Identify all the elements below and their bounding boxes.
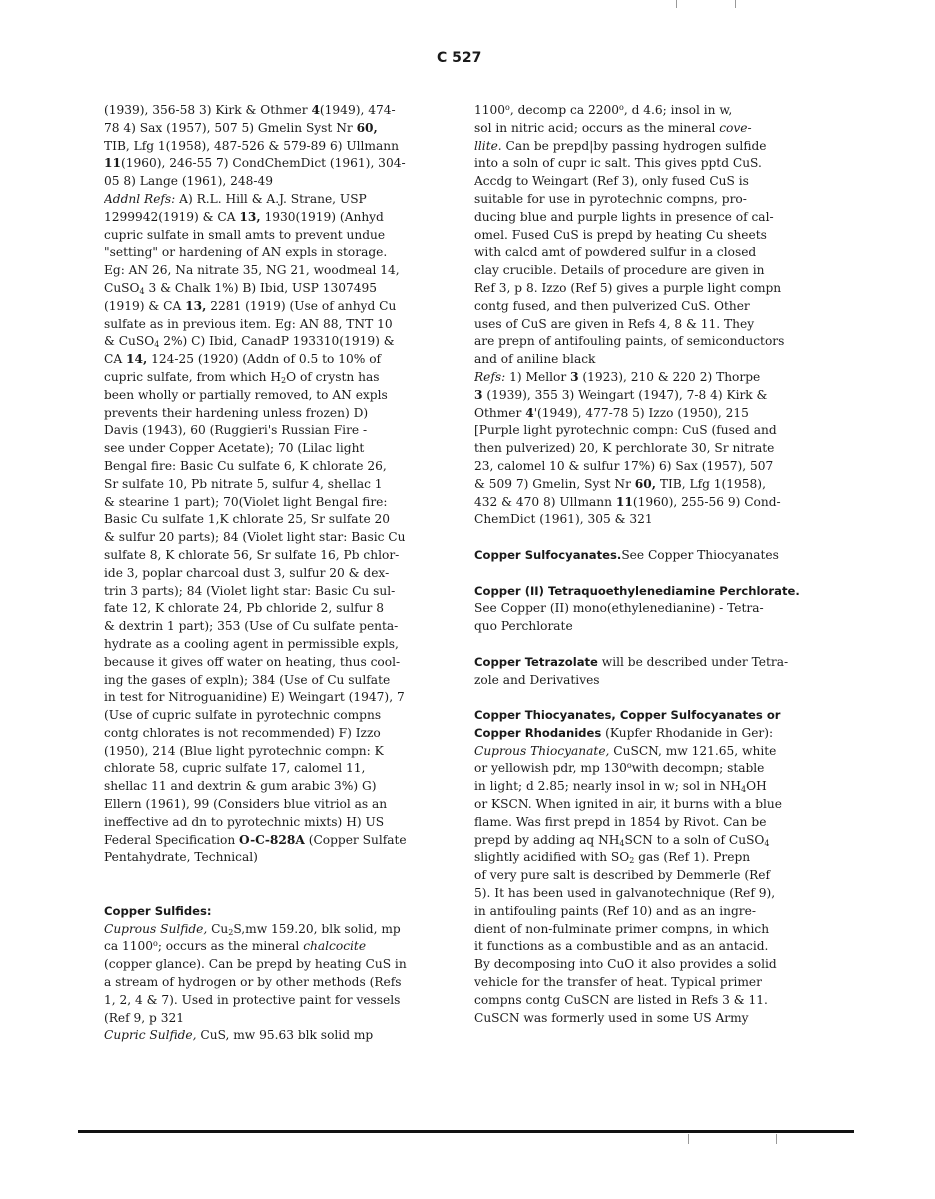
scan-mark: [676, 0, 677, 8]
text-line: sulfate as in previous item. Eg: AN 88, TNT 10: [104, 316, 393, 331]
text-line: of very pure salt is described by Demmerle (Ref: [474, 868, 771, 883]
text-line: ineffective ad dn to pyrotechnic mixts) H) US: [104, 814, 385, 829]
text-line: (Use of cupric sulfate in pyrotechnic compns: [104, 708, 382, 723]
text-line: sulfate 8, K chlorate 56, Sr sulfate 16, Pb chlor-: [104, 547, 400, 562]
text-line: and of aniline black: [474, 352, 596, 367]
text-line: 432 & 470 8) Ullmann 11(1960), 255-56 9) Cond-: [474, 494, 781, 509]
text-line: flame. Was first prepd in 1854 by Rivot. Can be: [474, 814, 767, 829]
text-line: (Ref 9, p 321: [104, 1010, 184, 1025]
text-line: Copper (II) Tetraquoethylenediamine Perchlorate.: [474, 583, 800, 598]
text-line: Bengal fire: Basic Cu sulfate 6, K chlorate 26,: [104, 458, 387, 473]
text-line: (1919) & CA 13, 2281 (1919) (Use of anhyd Cu: [104, 298, 397, 313]
text-line: 78 4) Sax (1957), 507 5) Gmelin Syst Nr 60,: [104, 120, 378, 135]
text-line: Eg: AN 26, Na nitrate 35, NG 21, woodmeal 14,: [104, 263, 400, 278]
right-column: [474, 102, 822, 1027]
text-line: TIB, Lfg 1(1958), 487-526 & 579-89 6) Ullmann: [104, 138, 399, 153]
text-line: Cuprous Thiocyanate, CuSCN, mw 121.65, white: [474, 743, 777, 758]
text-line: Basic Cu sulfate 1,K chlorate 25, Sr sulfate 20: [104, 512, 391, 527]
text-line: 1, 2, 4 & 7). Used in protective paint for vessels: [104, 992, 401, 1007]
text-line: ide 3, poplar charcoal dust 3, sulfur 20 & dex-: [104, 565, 390, 580]
text-line: 1299942(1919) & CA 13, 1930(1919) (Anhyd: [104, 209, 384, 224]
text-line: see under Copper Acetate); 70 (Lilac light: [104, 441, 365, 456]
text-line: shellac 11 and dextrin & gum arabic 3%) G): [104, 779, 377, 794]
text-line: Copper Sulfides:: [104, 903, 212, 918]
text-line: with calcd amt of powdered sulfur in a closed: [474, 245, 757, 260]
text-line: been wholly or partially removed, to AN expls: [104, 387, 388, 402]
text-line: uses of CuS are given in Refs 4, 8 & 11. They: [474, 316, 755, 331]
text-line: into a soln of cupr ic salt. This gives pptd CuS.: [474, 156, 762, 171]
text-line: [474, 529, 822, 547]
scan-mark: [688, 1134, 689, 1144]
text-line: a stream of hydrogen or by other methods (Refs: [104, 975, 402, 990]
text-line: chlorate 58, cupric sulfate 17, calomel 11,: [104, 761, 366, 776]
text-line: Accdg to Weingart (Ref 3), only fused CuS is: [474, 174, 749, 189]
text-line: [474, 565, 822, 583]
text-line: Ref 3, p 8. Izzo (Ref 5) gives a purple light compn: [474, 280, 782, 295]
text-line: slightly acidified with $SO_2$ gas (Ref 1). Prepn: [474, 850, 751, 866]
text-line: hydrate as a cooling agent in permissible expls,: [104, 636, 399, 651]
text-line: ing the gases of expln); 384 (Use of Cu sulfate: [104, 672, 391, 687]
text-line: (1950), 214 (Blue light pyrotechnic compn: K: [104, 743, 384, 758]
text-line: it functions as a combustible and as an antacid.: [474, 939, 769, 954]
text-line: "setting" or hardening of AN expls in storage.: [104, 245, 388, 260]
text-line: or KSCN. When ignited in air, it burns with a blue: [474, 797, 782, 812]
text-line: & 509 7) Gmelin, Syst Nr 60, TIB, Lfg 1(1958),: [474, 476, 766, 491]
scan-mark: [776, 1134, 777, 1144]
text-line: Pentahydrate, Technical): [104, 850, 258, 865]
text-line: By decomposing into CuO it also provides a solid: [474, 957, 777, 972]
text-line: ChemDict (1961), 305 & 321: [474, 512, 653, 527]
text-line: fate 12, K chlorate 24, Pb chloride 2, sulfur 8: [104, 601, 384, 616]
text-line: vehicle for the transfer of heat. Typical primer: [474, 975, 762, 990]
text-line: Ellern (1961), 99 (Considers blue vitriol as an: [104, 797, 388, 812]
text-line: (1939), 356-58 3) Kirk & Othmer 4(1949), 474-: [104, 103, 396, 117]
text-line: 3 (1939), 355 3) Weingart (1947), 7-8 4) Kirk &: [474, 387, 768, 402]
text-line: llite. Can be prepd|by passing hydrogen sulfide: [474, 138, 767, 153]
text-line: Davis (1943), 60 (Ruggieri's Russian Fire -: [104, 423, 368, 438]
text-line: ducing blue and purple lights in presence of cal-: [474, 209, 774, 224]
text-line: See Copper (II) mono(ethylenedianine) - Tetra-: [474, 601, 764, 616]
text-line: suitable for use in pyrotechnic compns, pro-: [474, 191, 747, 206]
text-line: 1100$^o$, decomp ca 2200$^o$, d 4.6; insol in w,: [474, 103, 733, 117]
text-line: CuSCN was formerly used in some US Army: [474, 1010, 749, 1025]
text-line: in light; d 2.85; nearly insol in w; sol in $NH_4OH$: [474, 779, 767, 795]
text-line: prevents their hardening unless frozen) D): [104, 405, 369, 420]
text-line: & stearine 1 part); 70(Violet light Bengal fire:: [104, 494, 388, 509]
text-line: [474, 689, 822, 707]
text-line: Copper Rhodanides (Kupfer Rhodanide in Ger):: [474, 725, 774, 740]
text-line: Addnl Refs: A) R.L. Hill & A.J. Strane, USP: [104, 191, 367, 206]
text-line: & sulfur 20 parts); 84 (Violet light star: Basic Cu: [104, 530, 406, 545]
text-line: 11(1960), 246-55 7) CondChemDict (1961), 304-: [104, 156, 406, 171]
footer-rule: [78, 1130, 854, 1133]
text-line: CA 14, 124-25 (1920) (Addn of 0.5 to 10% of: [104, 352, 382, 367]
text-line: Copper Sulfocyanates.See Copper Thiocyanates: [474, 547, 779, 562]
text-line: Federal Specification O-C-828A (Copper Sulfate: [104, 832, 407, 847]
text-line: in test for Nitroguanidine) E) Weingart (1947), 7: [104, 690, 405, 705]
text-line: dient of non-fulminate primer compns, in which: [474, 921, 770, 936]
text-line: zole and Derivatives: [474, 672, 600, 687]
text-line: 5). It has been used in galvanotechnique (Ref 9),: [474, 886, 776, 901]
text-line: Sr sulfate 10, Pb nitrate 5, sulfur 4, shellac 1: [104, 476, 383, 491]
text-line: Refs: 1) Mellor 3 (1923), 210 & 220 2) Thorpe: [474, 369, 761, 384]
page-number: C 527: [437, 50, 482, 66]
text-line: [104, 867, 442, 885]
text-line: compns contg CuSCN are listed in Refs 3 & 11.: [474, 992, 768, 1007]
text-line: quo Perchlorate: [474, 619, 573, 634]
text-line: prepd by adding aq $NH_4SCN$ to a soln of CuSO$_4$: [474, 832, 770, 848]
text-line: then pulverized) 20, K perchlorate 30, Sr nitrate: [474, 441, 775, 456]
text-line: CuSO$_4$ 3 & Chalk 1%) B) Ibid, USP 1307495: [104, 280, 378, 296]
text-line: [474, 636, 822, 654]
left-column: [104, 102, 442, 1045]
text-line: cupric sulfate, from which $H_2O$ of crystn has: [104, 369, 380, 385]
text-line: sol in nitric acid; occurs as the mineral cove-: [474, 120, 752, 135]
text-line: contg fused, and then pulverized CuS. Other: [474, 298, 750, 313]
scan-mark: [735, 0, 736, 8]
text-line: ca 1100$^o$; occurs as the mineral chalcocite: [104, 939, 367, 954]
text-line: trin 3 parts); 84 (Violet light star: Basic Cu sul-: [104, 583, 396, 598]
text-line: omel. Fused CuS is prepd by heating Cu sheets: [474, 227, 767, 242]
text-line: 23, calomel 10 & sulfur 17%) 6) Sax (1957), 507: [474, 458, 774, 473]
text-line: Copper Tetrazolate will be described under Tetra-: [474, 654, 789, 669]
text-line: contg chlorates is not recommended) F) Izzo: [104, 725, 381, 740]
text-line: because it gives off water on heating, thus cool-: [104, 654, 401, 669]
text-line: are prepn of antifouling paints, of semiconductors: [474, 334, 785, 349]
text-line: Cupric Sulfide, CuS, mw 95.63 blk solid mp: [104, 1028, 374, 1043]
text-line: in antifouling paints (Ref 10) and as an ingre-: [474, 903, 756, 918]
text-line: & dextrin 1 part); 353 (Use of Cu sulfate penta-: [104, 619, 399, 634]
text-line: cupric sulfate in small amts to prevent undue: [104, 227, 386, 242]
text-line: [104, 885, 442, 903]
text-line: [Purple light pyrotechnic compn: CuS (fused and: [474, 423, 777, 438]
text-line: clay crucible. Details of procedure are given in: [474, 263, 765, 278]
text-line: Othmer 4'(1949), 477-78 5) Izzo (1950), 215: [474, 405, 749, 420]
text-line: or yellowish pdr, mp 130$^o$with decompn; stable: [474, 761, 765, 776]
text-line: 05 8) Lange (1961), 248-49: [104, 174, 274, 189]
text-line: Copper Thiocyanates, Copper Sulfocyanates or: [474, 708, 781, 723]
text-line: Cuprous Sulfide, $Cu_2S,mw$ 159.20, blk solid, mp: [104, 921, 401, 937]
text-line: & CuSO$_4$ 2%) C) Ibid, CanadP 193310(1919) &: [104, 334, 395, 350]
text-line: (copper glance). Can be prepd by heating CuS in: [104, 957, 407, 972]
